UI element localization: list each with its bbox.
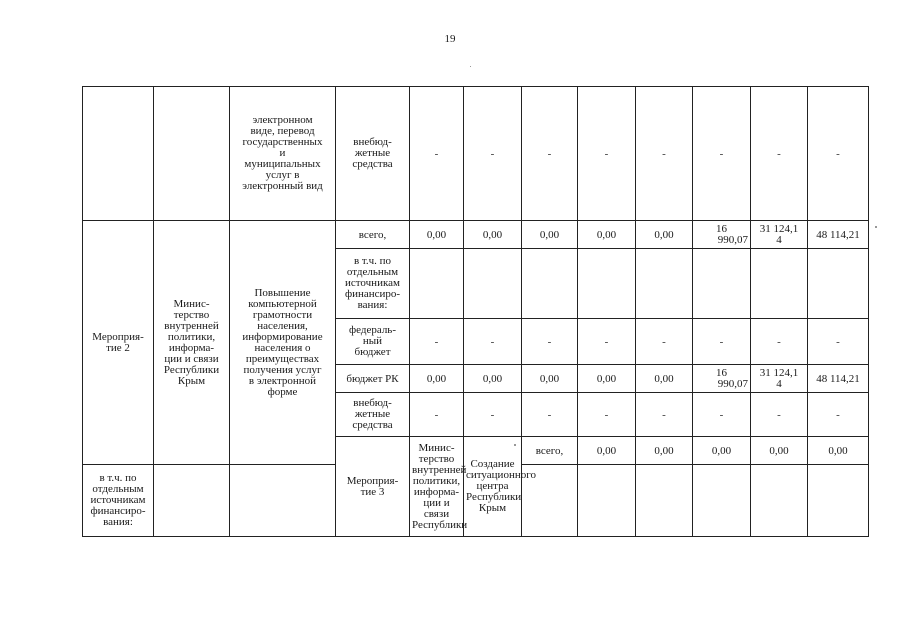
- value-cell-empty: [751, 465, 808, 537]
- value-cell-empty: [410, 249, 464, 319]
- value-cell: -: [636, 319, 693, 365]
- scan-speck: [470, 66, 471, 67]
- value-cell: -: [410, 319, 464, 365]
- funding-source-label: в т.ч. по отдельным источникам финансиро- вания:: [83, 465, 154, 537]
- value-cell: 0,00: [693, 437, 751, 465]
- funding-source-label: внебюд- жетные средства: [336, 87, 410, 221]
- value-cell-empty: [154, 465, 230, 537]
- value-cell: -: [751, 87, 808, 221]
- value-cell-empty: [808, 465, 869, 537]
- value-cell: 0,00: [636, 365, 693, 393]
- value-cell: -: [578, 87, 636, 221]
- value-cell: 0,00: [636, 437, 693, 465]
- value-cell: 31 124,1 4: [751, 221, 808, 249]
- value-cell: 0,00: [578, 437, 636, 465]
- value-cell: 48 114,21: [808, 221, 869, 249]
- value-cell: -: [808, 87, 869, 221]
- funding-source-label: федераль- ный бюджет: [336, 319, 410, 365]
- value-cell: -: [522, 393, 578, 437]
- value-cell: -: [578, 319, 636, 365]
- value-cell: -: [808, 319, 869, 365]
- executor-cell-m2: Минис- терство внутренней политики, информа- ции и связи Республики Крым: [154, 221, 230, 465]
- value-cell: 16 990,07: [693, 221, 751, 249]
- scan-speck: [875, 226, 877, 228]
- event-cell-empty: [83, 87, 154, 221]
- value-cell: -: [636, 393, 693, 437]
- event-cell-m3: Мероприя- тие 3: [336, 437, 410, 537]
- value-cell: -: [693, 319, 751, 365]
- value-cell-empty: [578, 249, 636, 319]
- value-cell: 0,00: [410, 221, 464, 249]
- description-cell: электронном виде, перевод государственных и муниципальных услуг в электронный вид: [230, 87, 336, 221]
- value-cell: -: [464, 393, 522, 437]
- executor-cell-m3: Минис- терство внутренней политики, информа- ции и связи Республики: [410, 437, 464, 537]
- value-cell: 48 114,21: [808, 365, 869, 393]
- value-cell-empty: [808, 249, 869, 319]
- value-cell-empty: [636, 249, 693, 319]
- value-cell: -: [693, 393, 751, 437]
- value-cell-empty: [751, 249, 808, 319]
- scan-speck: [514, 444, 516, 446]
- value-cell: -: [751, 319, 808, 365]
- budget-table: [82, 86, 869, 537]
- value-cell-empty: [230, 465, 336, 537]
- value-cell: 0,00: [522, 221, 578, 249]
- value-cell: -: [751, 393, 808, 437]
- value-cell: -: [636, 87, 693, 221]
- value-cell-empty: [693, 465, 751, 537]
- value-cell: 0,00: [578, 365, 636, 393]
- description-cell-m3: Создание ситуационного центра Республики Крым: [464, 437, 522, 537]
- value-cell: 16 990,07: [693, 365, 751, 393]
- value-cell: 0,00: [751, 437, 808, 465]
- value-cell-empty: [522, 249, 578, 319]
- value-cell: -: [464, 87, 522, 221]
- value-cell: 0,00: [464, 221, 522, 249]
- value-cell: -: [808, 393, 869, 437]
- event-cell-m2: Мероприя- тие 2: [83, 221, 154, 465]
- value-cell: 0,00: [522, 365, 578, 393]
- table-row-continuation: [83, 87, 869, 221]
- value-cell: 0,00: [636, 221, 693, 249]
- value-cell: -: [522, 87, 578, 221]
- value-cell: -: [693, 87, 751, 221]
- funding-source-label: внебюд- жетные средства: [336, 393, 410, 437]
- value-cell: 31 124,1 4: [751, 365, 808, 393]
- funding-source-label: всего,: [522, 437, 578, 465]
- funding-source-label: в т.ч. по отдельным источникам финансиро- вания:: [336, 249, 410, 319]
- funding-source-label: всего,: [336, 221, 410, 249]
- value-cell: -: [578, 393, 636, 437]
- value-cell: -: [410, 87, 464, 221]
- value-cell-empty: [464, 249, 522, 319]
- value-cell: -: [410, 393, 464, 437]
- value-cell: -: [522, 319, 578, 365]
- value-cell-empty: [578, 465, 636, 537]
- value-cell: 0,00: [464, 365, 522, 393]
- page-number: 19: [444, 33, 456, 45]
- value-cell: 0,00: [808, 437, 869, 465]
- executor-cell-empty: [154, 87, 230, 221]
- value-cell-empty: [636, 465, 693, 537]
- funding-source-label: бюджет РК: [336, 365, 410, 393]
- table-row-m2-total: [83, 221, 869, 249]
- value-cell-empty: [693, 249, 751, 319]
- value-cell: 0,00: [578, 221, 636, 249]
- value-cell: -: [464, 319, 522, 365]
- description-cell-m2: Повышение компьютерной грамотности населения, информирование населения о преимуществах получения услуг в электронной форме: [230, 221, 336, 465]
- value-cell: 0,00: [410, 365, 464, 393]
